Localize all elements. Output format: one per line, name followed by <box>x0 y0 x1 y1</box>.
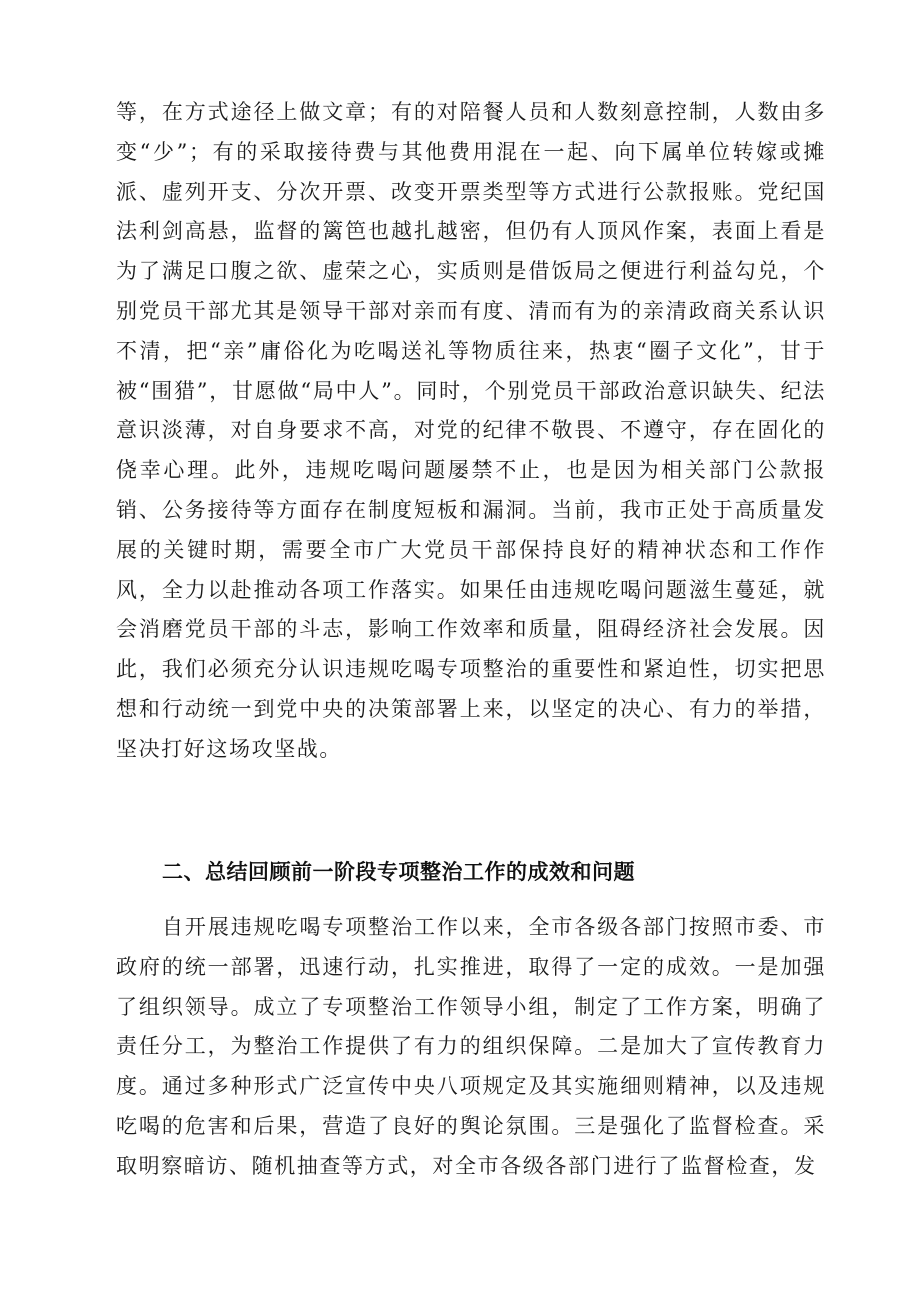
body-paragraph: 自开展违规吃喝专项整治工作以来，全市各级各部门按照市委、市政府的统一部署，迅速行动，扎实推进，取得了一定的成效。一是加强了组织领导。成立了专项整治工作领导小组，制定了工作方案，明确了责任分工，为整治工作提供了有力的组织保障。二是加大了宣传教育力度。通过多种形式广泛宣传中央八项规定及其实施细则精神，以及违规吃喝的危害和后果，营造了良好的舆论氛围。三是强化了监督检查。采取明察暗访、随机抽查等方式，对全市各级各部门进行了监督检查，发 <box>116 915 826 1178</box>
section-heading: 二、总结回顾前一阶段专项整治工作的成效和问题 <box>162 860 635 884</box>
body-paragraph: 等，在方式途径上做文章；有的对陪餐人员和人数刻意控制，人数由多变“少”；有的采取接待费与其他费用混在一起、向下属单位转嫁或摊派、虚列开支、分次开票、改变开票类型等方式进行公款报账。党纪国法利剑高悬，监督的篱笆也越扎越密，但仍有人顶风作案，表面上看是为了满足口腹之欲、虚荣之心，实质则是借饭局之便进行利益勾兑，个别党员干部尤其是领导干部对亲而有度、清而有为的亲清政商关系认识不清，把“亲”庸俗化为吃喝送礼等物质往来，热衷“圈子文化”，甘于被“围猎”，甘愿做“局中人”。同时，个别党员干部政治意识缺失、纪法意识淡薄，对自身要求不高，对党的纪律不敬畏、不遵守，存在固化的侥幸心理。此外，违规吃喝问题屡禁不止，也是因为相关部门公款报销、公务接待等方面存在制度短板和漏洞。当前，我市正处于高质量发展的关键时期，需要全市广大党员干部保持良好的精神状态和工作作风，全力以赴推动各项工作落实。如果任由违规吃喝问题滋生蔓延，就会消磨党员干部的斗志，影响工作效率和质量，阻碍经济社会发展。因此，我们必须充分认识违规吃喝专项整治的重要性和紧迫性，切实把思想和行动统一到党中央的决策部署上来，以坚定的决心、有力的举措，坚决打好这场攻坚战。 <box>116 100 826 761</box>
